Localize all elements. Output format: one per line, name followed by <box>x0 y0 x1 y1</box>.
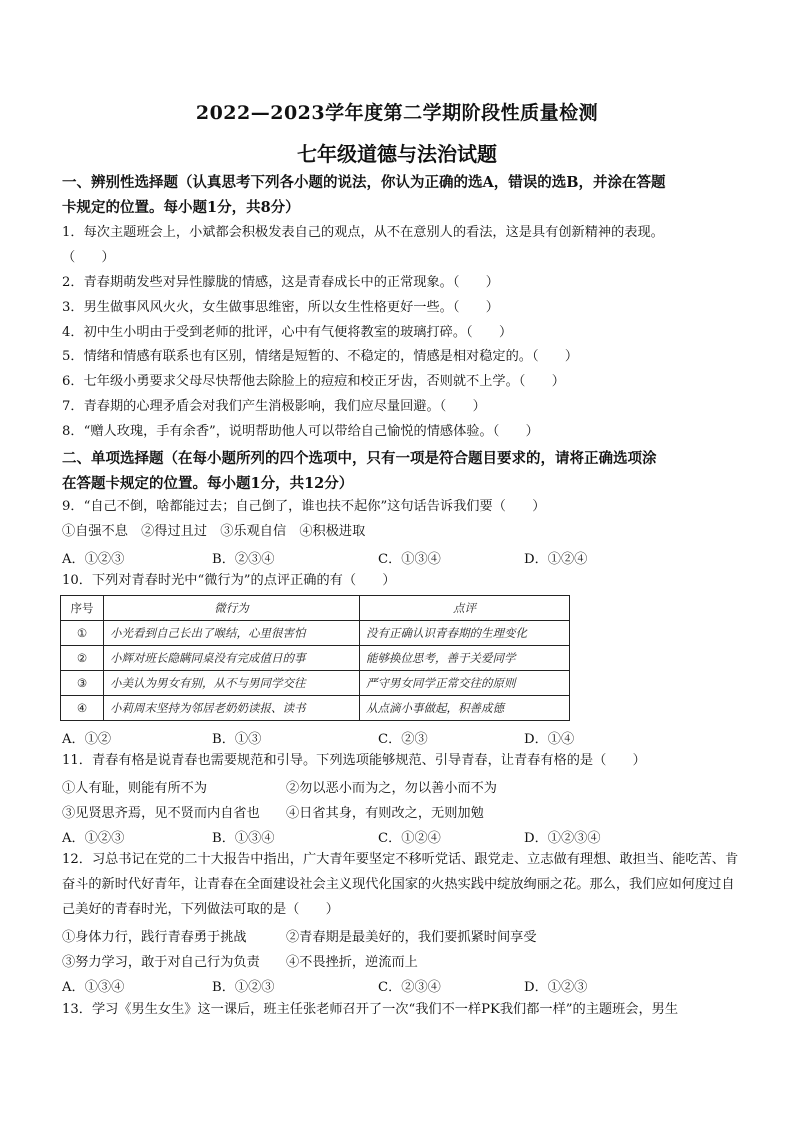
row-index: ② <box>61 646 104 671</box>
table-header-index: 序号 <box>61 596 104 621</box>
question-10-options <box>62 728 742 748</box>
section2-heading-line1: 二、单项选择题（在每小题所列的四个选项中，只有一项是符合题目要求的，请将正确选项涂 <box>62 450 657 467</box>
section1-heading-line2: 卡规定的位置。每小题1分，共8分） <box>62 199 300 216</box>
option-d: D．①②④ <box>524 552 588 567</box>
question-12-items-row1 <box>62 926 742 946</box>
item-1: ①人有耻，则能有所不为 <box>62 781 208 796</box>
question-13-stem: 13．学习《男生女生》这一课后，班主任张老师召开了一次“我们不一样PK我们都一样”的主题班会，男生 <box>62 1002 679 1017</box>
question-1: 1．每次主题班会上，小斌都会积极发表自己的观点，从不在意别人的看法，这是具有创新精神的表现。 <box>62 225 664 240</box>
question-12-items-row2 <box>62 951 742 971</box>
question-8: 8．“赠人玫瑰，手有余香”，说明帮助他人可以带给自己愉悦的情感体验。（ ） <box>62 424 539 439</box>
row-comment: 能够换位思考，善于关爱同学 <box>360 646 570 671</box>
table-row <box>61 671 570 696</box>
item-3: ③努力学习，敢于对自己行为负责 <box>62 955 260 970</box>
question-11-items-row1 <box>62 777 742 797</box>
question-11-items-row2 <box>62 802 742 822</box>
table-row <box>61 696 570 721</box>
question-2: 2．青春期萌发些对异性朦胧的情感，这是青春成长中的正常现象。（ ） <box>62 275 499 290</box>
section1-heading <box>62 170 738 220</box>
row-behavior: 小美认为男女有别，从不与男同学交往 <box>104 671 360 696</box>
option-a: A．①③④ <box>62 980 125 995</box>
option-c: C．②③ <box>378 732 428 747</box>
option-c: C．①②④ <box>378 831 441 846</box>
question-11-stem: 11．青春有格是说青春也需要规范和引导。下列选项能够规范、引导青春，让青春有格的是（ ） <box>62 753 646 768</box>
section2-heading-line2: 在答题卡规定的位置。每小题1分，共12分） <box>62 475 354 492</box>
section1-heading-line1: 一、辨别性选择题（认真思考下列各小题的说法，你认为正确的选A，错误的选B，并涂在答题 <box>62 174 666 191</box>
option-a: A．①② <box>62 732 112 747</box>
section2-heading <box>62 446 738 496</box>
option-c: C．②③④ <box>378 980 441 995</box>
question-1-blank: （ ） <box>62 250 115 265</box>
row-index: ③ <box>61 671 104 696</box>
option-b: B．①③④ <box>212 831 275 846</box>
question-7: 7．青春期的心理矛盾会对我们产生消极影响，我们应尽量回避。（ ） <box>62 399 486 414</box>
table-row <box>61 646 570 671</box>
table-header-comment: 点评 <box>360 596 570 621</box>
option-c: C．①③④ <box>378 552 441 567</box>
row-index: ④ <box>61 696 104 721</box>
question-4: 4．初中生小明由于受到老师的批评，心中有气便将教室的玻璃打碎。（ ） <box>62 325 513 340</box>
row-behavior: 小莉周末坚持为邻居老奶奶读报、读书 <box>104 696 360 721</box>
option-b: B．①③ <box>212 732 262 747</box>
item-1: ①身体力行，践行青春勇于挑战 <box>62 930 247 945</box>
row-comment: 从点滴小事做起，积善成德 <box>360 696 570 721</box>
row-index: ① <box>61 621 104 646</box>
option-b: B．②③④ <box>212 552 275 567</box>
row-comment: 严守男女同学正常交往的原则 <box>360 671 570 696</box>
option-d: D．①④ <box>524 732 575 747</box>
option-a: A．①②③ <box>62 552 125 567</box>
question-11-options <box>62 827 742 847</box>
table-header-behavior: 微行为 <box>104 596 360 621</box>
row-behavior: 小光看到自己长出了喉结，心里很害怕 <box>104 621 360 646</box>
item-4: ④不畏挫折，逆流而上 <box>286 955 418 970</box>
item-2: ②勿以恶小而为之，勿以善小而不为 <box>286 781 497 796</box>
behavior-table <box>60 595 570 721</box>
question-9-stem: 9．“自己不倒，啥都能过去；自己倒了，谁也扶不起你”这句话告诉我们要（ ） <box>62 499 546 514</box>
option-d: D．①②③ <box>524 980 588 995</box>
table-header-row <box>61 596 570 621</box>
question-6: 6．七年级小勇要求父母尽快帮他去除脸上的痘痘和校正牙齿，否则就不上学。（ ） <box>62 374 565 389</box>
exam-subtitle: 七年级道德与法治试题 <box>297 142 497 166</box>
question-10-stem: 10．下列对青春时光中“微行为”的点评正确的有（ ） <box>62 573 396 588</box>
exam-title: 2022—2023学年度第二学期阶段性质量检测 <box>195 102 599 124</box>
question-9-options <box>62 548 742 568</box>
question-12-options <box>62 976 742 996</box>
question-12-stem: 12．习总书记在党的二十大报告中指出，广大青年要坚定不移听党话、跟党走、立志做有理想、敢担当、能吃苦、肯奋斗的新时代好青年，让青春在全面建设社会主义现代化国家的火热实践中绽放绚丽之花。那么，我们应如何度过自己美好的青春时光，下列做法可取的是（ ） <box>62 852 739 917</box>
question-9-items: ①自强不息 ②得过且过 ③乐观自信 ④积极进取 <box>62 524 366 539</box>
table-row <box>61 621 570 646</box>
row-behavior: 小辉对班长隐瞒同桌没有完成值日的事 <box>104 646 360 671</box>
item-3: ③见贤思齐焉，见不贤而内自省也 <box>62 806 260 821</box>
option-d: D．①②③④ <box>524 831 601 846</box>
item-4: ④日省其身，有则改之，无则加勉 <box>286 806 484 821</box>
row-comment: 没有正确认识青春期的生理变化 <box>360 621 570 646</box>
item-2: ②青春期是最美好的，我们要抓紧时间享受 <box>286 930 537 945</box>
option-b: B．①②③ <box>212 980 275 995</box>
option-a: A．①②③ <box>62 831 125 846</box>
question-3: 3．男生做事风风火火，女生做事思维密，所以女生性格更好一些。（ ） <box>62 300 499 315</box>
question-5: 5．情绪和情感有联系也有区别，情绪是短暂的、不稳定的，情感是相对稳定的。（ ） <box>62 349 579 364</box>
